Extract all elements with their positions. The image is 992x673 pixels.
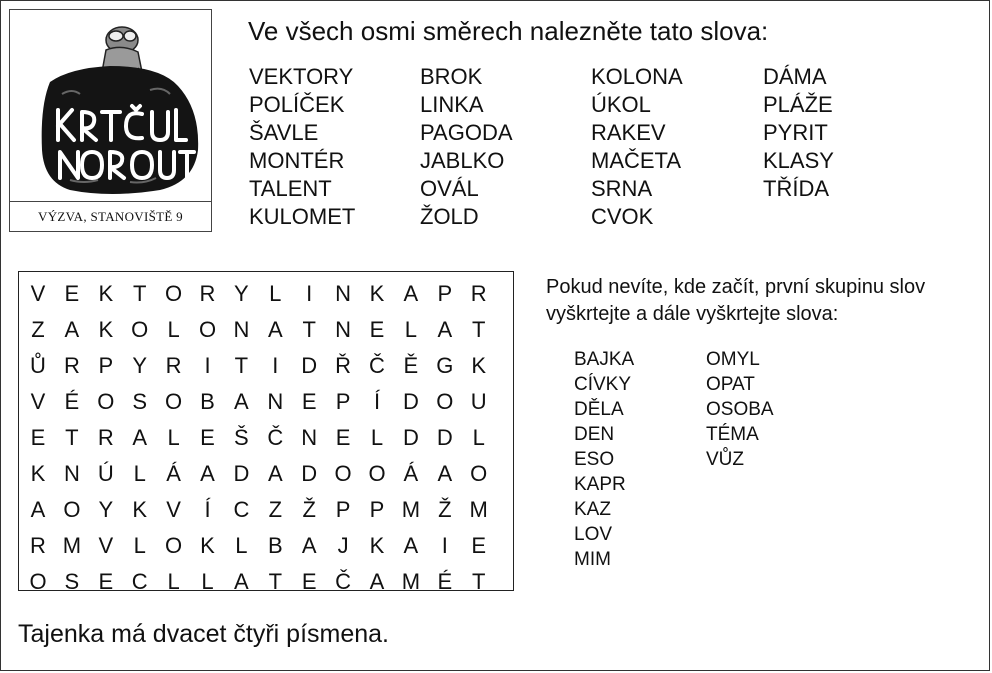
grid-letter: I (272, 353, 279, 378)
grid-letter: R (97, 425, 114, 450)
word-item: VEKTORY (249, 64, 354, 89)
grid-letter: K (369, 281, 385, 306)
grid-letter: T (65, 425, 79, 450)
grid-letter: Ú (97, 461, 114, 486)
grid-letter: R (165, 353, 182, 378)
word-item: PLÁŽE (763, 92, 833, 117)
grid-letter: C (233, 497, 250, 522)
grid-letter: P (98, 353, 114, 378)
grid-row (19, 384, 513, 420)
hint-word: OPAT (706, 374, 755, 395)
grid-letter: A (234, 569, 249, 594)
grid-letter: A (369, 569, 385, 594)
grid-letter: A (200, 461, 215, 486)
grid-letter: K (200, 533, 215, 558)
grid-letter: I (306, 281, 313, 306)
grid-letter: N (267, 389, 284, 414)
grid-letter: N (335, 281, 352, 306)
grid-letter: L (167, 569, 180, 594)
word-item: CVOK (591, 204, 654, 229)
grid-letter: T (471, 569, 486, 594)
grid-row (19, 312, 513, 348)
grid-letter: D (301, 353, 318, 378)
word-item: LINKA (420, 92, 484, 117)
grid-letter: N (233, 317, 250, 342)
grid-letter: E (471, 533, 487, 558)
grid-letter: D (402, 425, 419, 450)
grid-letter: R (199, 281, 216, 306)
grid-row (19, 528, 513, 564)
grid-row (19, 492, 513, 528)
grid-letter: A (132, 425, 148, 450)
grid-letter: L (133, 533, 146, 558)
grid-letter: D (233, 461, 250, 486)
grid-letter: E (98, 569, 114, 594)
grid-letter: E (369, 317, 385, 342)
word-item: PAGODA (420, 120, 513, 145)
grid-letter: B (267, 533, 283, 558)
word-column-2 (420, 63, 513, 231)
grid-letter: Ů (30, 353, 46, 378)
grid-letter: A (234, 389, 249, 414)
word-item: RAKEV (591, 120, 666, 145)
grid-letter: L (404, 317, 418, 342)
grid-letter: Č (369, 353, 385, 378)
grid-letter: O (436, 389, 454, 414)
hint-word: KAZ (574, 499, 611, 520)
grid-letter: E (64, 281, 80, 306)
word-item: KULOMET (249, 204, 356, 229)
word-item: POLÍČEK (249, 92, 345, 117)
grid-letter: Y (234, 281, 249, 306)
grid-letter: O (165, 281, 183, 306)
grid-letter: L (269, 281, 282, 306)
hint-word: DĚLA (574, 399, 624, 420)
grid-letter: V (30, 281, 46, 306)
grid-letter: N (63, 461, 80, 486)
grid-letter: K (369, 533, 385, 558)
grid-letter: L (167, 317, 180, 342)
grid-letter: Ě (403, 353, 419, 378)
grid-letter: P (437, 281, 453, 306)
grid-letter: E (200, 425, 215, 450)
grid-letter: A (437, 461, 453, 486)
word-item: TŘÍDA (763, 176, 829, 201)
grid-letter: A (64, 317, 80, 342)
grid-letter: A (403, 281, 419, 306)
word-item: MAČETA (591, 148, 682, 173)
grid-letter: E (301, 389, 317, 414)
grid-letter: V (166, 497, 181, 522)
grid-letter: K (471, 353, 487, 378)
grid-letter: K (98, 281, 114, 306)
grid-letter: A (403, 533, 419, 558)
logo-panel (9, 9, 212, 232)
grid-letter: M (469, 497, 488, 522)
grid-letter: A (437, 317, 453, 342)
grid-letter: S (64, 569, 80, 594)
grid-letter: Č (267, 425, 284, 450)
grid-letter: Y (132, 353, 148, 378)
word-column-3 (591, 63, 683, 231)
grid-letter: A (301, 533, 317, 558)
grid-letter: E (301, 569, 317, 594)
word-item: MONTÉR (249, 148, 345, 173)
grid-letter: A (267, 317, 283, 342)
grid-letter: Í (373, 389, 381, 414)
grid-letter: O (165, 389, 183, 414)
hint-word: DEN (574, 424, 615, 445)
grid-letter: Ž (302, 497, 316, 522)
grid-letter: O (63, 497, 81, 522)
hint-column-2 (706, 347, 774, 472)
grid-letter: O (470, 461, 488, 486)
grid-letter: É (437, 569, 453, 594)
grid-letter: K (30, 461, 46, 486)
hint-column-1 (574, 347, 634, 572)
word-column-4 (763, 63, 834, 203)
word-item: ŽOLD (420, 204, 479, 229)
hint-word: ESO (574, 449, 615, 470)
grid-letter: Z (31, 317, 45, 342)
grid-letter: A (267, 461, 283, 486)
grid-letter: P (335, 497, 351, 522)
word-column-1 (249, 63, 355, 231)
word-item: ÚKOL (591, 92, 651, 117)
grid-letter: Í (204, 497, 211, 522)
grid-letter: T (132, 281, 147, 306)
grid-letter: N (301, 425, 318, 450)
grid-letter: A (30, 497, 46, 522)
grid-letter: N (335, 317, 352, 342)
hint-text: Pokud nevíte, kde začít, první skupinu slov vyškrtejte a dále vyškrtejte slova: (546, 276, 926, 325)
hint-word: VŮZ (706, 449, 744, 470)
word-item: KLASY (763, 148, 834, 173)
grid-letter: Č (335, 569, 352, 594)
grid-letter: M (401, 497, 421, 522)
mole-logo (10, 10, 211, 200)
hint-word: MIM (574, 549, 611, 570)
word-item: PYRIT (763, 120, 828, 145)
grid-letter: L (167, 425, 180, 450)
hint-word: KAPR (574, 474, 626, 495)
grid-letter: J (337, 533, 349, 558)
grid-letter: Á (403, 461, 419, 486)
word-item: BROK (420, 64, 483, 89)
grid-letter: T (268, 569, 283, 594)
grid-letter: R (30, 533, 46, 558)
grid-letter: T (302, 317, 316, 342)
word-item: DÁMA (763, 64, 827, 89)
grid-letter: V (98, 533, 114, 558)
hint-word: LOV (574, 524, 613, 545)
grid-letter: R (470, 281, 487, 306)
grid-letter: M (62, 533, 82, 558)
puzzle-answer-note: Tajenka má dvacet čtyři písmena. (18, 620, 389, 648)
grid-letter: K (132, 497, 148, 522)
grid-letter: T (234, 353, 249, 378)
word-item: SRNA (591, 176, 653, 201)
grid-letter: U (470, 389, 487, 414)
hint-word: TÉMA (706, 424, 759, 445)
station-caption: VÝZVA, STANOVIŠTĚ 9 (38, 209, 183, 224)
grid-letter: B (200, 389, 215, 414)
grid-letter: D (301, 461, 318, 486)
grid-letter: M (401, 569, 421, 594)
grid-letter: D (402, 389, 419, 414)
grid-letter: L (201, 569, 214, 594)
grid-letter: O (165, 533, 183, 558)
grid-letter: Ž (438, 497, 452, 522)
grid-letter: S (132, 389, 148, 414)
grid-row (19, 564, 513, 600)
letter-grid (18, 271, 514, 594)
grid-letter: L (472, 425, 485, 450)
grid-letter: L (370, 425, 384, 450)
grid-letter: L (235, 533, 248, 558)
grid-letter: R (63, 353, 80, 378)
grid-row (19, 276, 513, 312)
grid-letter: E (30, 425, 46, 450)
grid-letter: G (436, 353, 454, 378)
grid-letter: I (204, 353, 211, 378)
grid-letter: O (29, 569, 47, 594)
grid-letter: Z (268, 497, 283, 522)
grid-letter: Á (166, 461, 181, 486)
hint-word: BAJKA (574, 349, 635, 370)
grid-letter: O (97, 389, 115, 414)
grid-letter: É (64, 389, 80, 414)
grid-letter: E (335, 425, 351, 450)
grid-letter: T (471, 317, 486, 342)
grid-letter: P (369, 497, 385, 522)
hint-word: OSOBA (706, 399, 774, 420)
grid-row (19, 348, 513, 384)
grid-letter: D (436, 425, 453, 450)
grid-letter: L (133, 461, 146, 486)
grid-letter: Y (98, 497, 114, 522)
grid-letter: P (335, 389, 351, 414)
hint-word: OMYL (706, 349, 760, 370)
word-item: TALENT (249, 176, 332, 201)
grid-letter: K (98, 317, 114, 342)
grid-letter: O (198, 317, 217, 342)
grid-row (19, 420, 513, 456)
grid-letter: I (441, 533, 448, 558)
word-item: OVÁL (420, 176, 479, 201)
page-heading: Ve všech osmi směrech nalezněte tato slova: (248, 16, 769, 46)
word-item: JABLKO (420, 148, 505, 173)
hint-word: CÍVKY (574, 374, 632, 395)
grid-letter: O (368, 461, 386, 486)
grid-letter: O (131, 317, 149, 342)
logo-divider (10, 201, 211, 202)
grid-letter: C (131, 569, 148, 594)
grid-letter: Ř (335, 353, 352, 378)
word-item: KOLONA (591, 64, 683, 89)
grid-letter: V (30, 389, 46, 414)
word-item: ŠAVLE (249, 120, 319, 145)
grid-letter: O (334, 461, 352, 486)
grid-row (19, 456, 513, 492)
grid-letter: Š (234, 425, 249, 450)
